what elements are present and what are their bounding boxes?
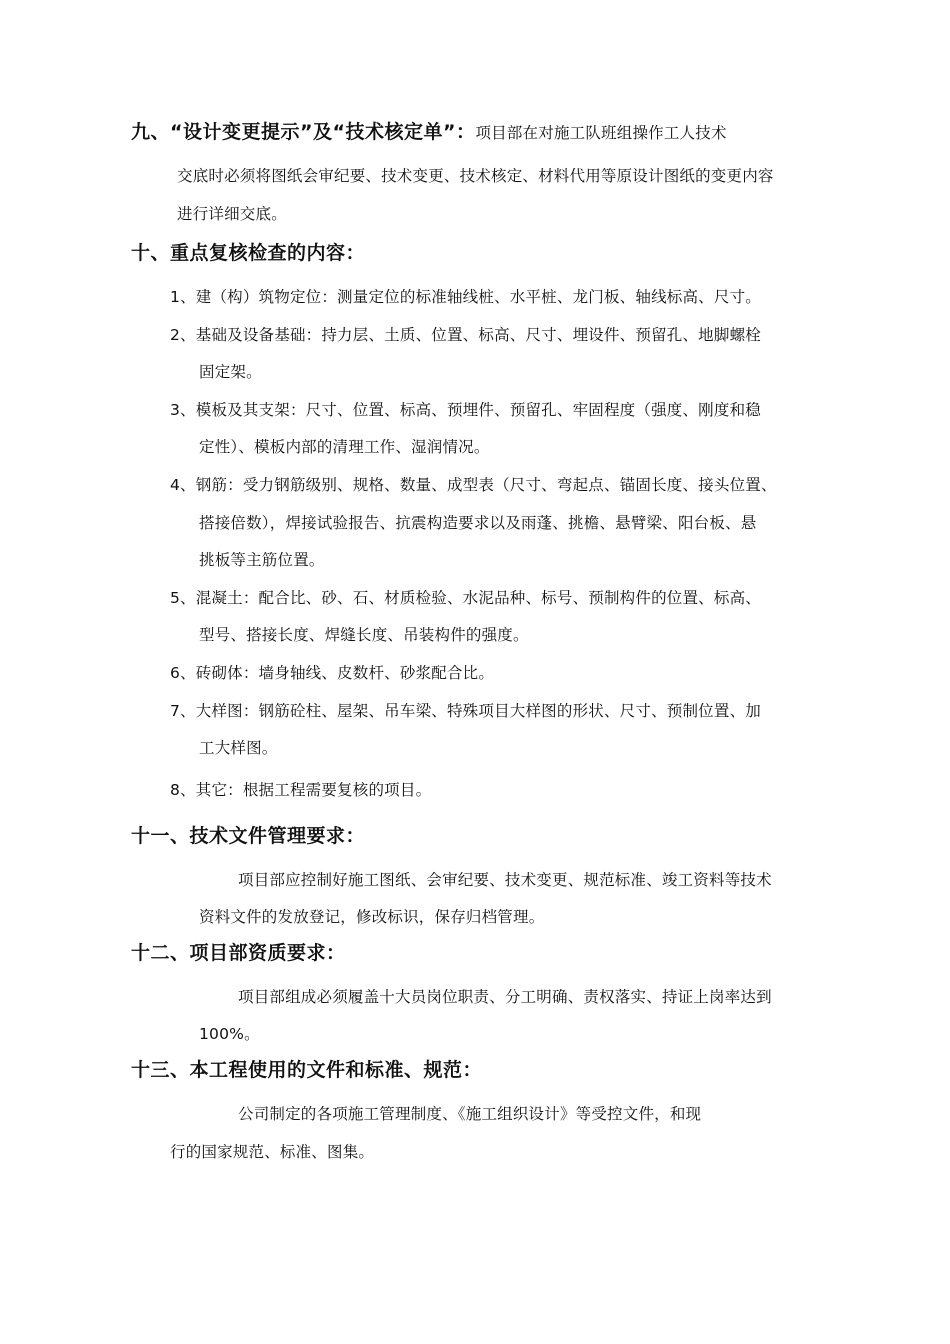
section-10-item-3-cont: 定性）、模板内部的清理工作、湿润情况。 (199, 438, 490, 456)
section-10-item-3: 3、模板及其支架：尺寸、位置、标高、预埋件、预留孔、牢固程度（强度、刚度和稳 (170, 401, 761, 419)
section-10-item-8: 8、其它：根据工程需要复核的项目。 (170, 781, 432, 799)
section-11-line-2: 资料文件的发放登记，修改标识，保存归档管理。 (199, 908, 545, 926)
section-12-heading: 十二、项目部资质要求： (131, 942, 346, 964)
section-10-item-5: 5、混凝土：配合比、砂、石、材质检验、水泥品种、标号、预制构件的位置、标高、 (170, 589, 761, 607)
section-11-line-1: 项目部应控制好施工图纸、会审纪要、技术变更、规范标准、竣工资料等技术 (238, 871, 772, 889)
section-12-line-2: 100%。 (199, 1025, 260, 1043)
section-10-item-4-cont-1: 搭接倍数），焊接试验报告、抗震构造要求以及雨蓬、挑檐、悬臂梁、阳台板、悬 (199, 514, 757, 532)
section-9-line-2: 交底时必须将图纸会审纪要、技术变更、技术核定、材料代用等原设计图纸的变更内容 (177, 167, 774, 185)
section-9-line-1: 项目部在对施工队班组操作工人技术 (475, 124, 727, 142)
section-10-item-4: 4、钢筋：受力钢筋级别、规格、数量、成型表（尺寸、弯起点、锚固长度、接头位置、 (170, 476, 777, 494)
section-10-heading: 十、重点复核检查的内容： (131, 242, 366, 264)
section-10-item-4-cont-2: 挑板等主筋位置。 (199, 551, 325, 569)
section-9-line-3: 进行详细交底。 (177, 205, 287, 223)
section-10-item-5-cont: 型号、搭接长度、焊缝长度、吊装构件的强度。 (199, 626, 529, 644)
section-10-item-2: 2、基础及设备基础：持力层、土质、位置、标高、尺寸、埋设件、预留孔、地脚螺栓 (170, 326, 761, 344)
section-10-item-1: 1、建（构）筑物定位：测量定位的标准轴线桩、水平桩、龙门板、轴线标高、尺寸。 (170, 288, 761, 306)
section-12-line-1: 项目部组成必须履盖十大员岗位职责、分工明确、责权落实、持证上岗率达到 (238, 988, 772, 1006)
section-10-item-7-cont: 工大样图。 (199, 739, 278, 757)
section-13-heading: 十三、本工程使用的文件和标准、规范： (131, 1059, 483, 1081)
section-10-item-2-cont: 固定架。 (199, 363, 262, 381)
section-9-heading: 九、“设计变更提示”及“技术核定单”： (131, 121, 476, 143)
section-10-item-6: 6、砖砌体：墙身轴线、皮数杆、砂浆配合比。 (170, 664, 495, 682)
section-13-line-2: 行的国家规范、标准、图集。 (170, 1143, 375, 1161)
section-10-item-7: 7、大样图：钢筋砼柱、屋架、吊车梁、特殊项目大样图的形状、尺寸、预制位置、加 (170, 702, 761, 720)
section-9-heading-line (131, 121, 727, 144)
section-11-heading: 十一、技术文件管理要求： (131, 825, 366, 847)
section-13-line-1: 公司制定的各项施工管理制度、《施工组织设计》等受控文件，和现 (238, 1105, 702, 1123)
